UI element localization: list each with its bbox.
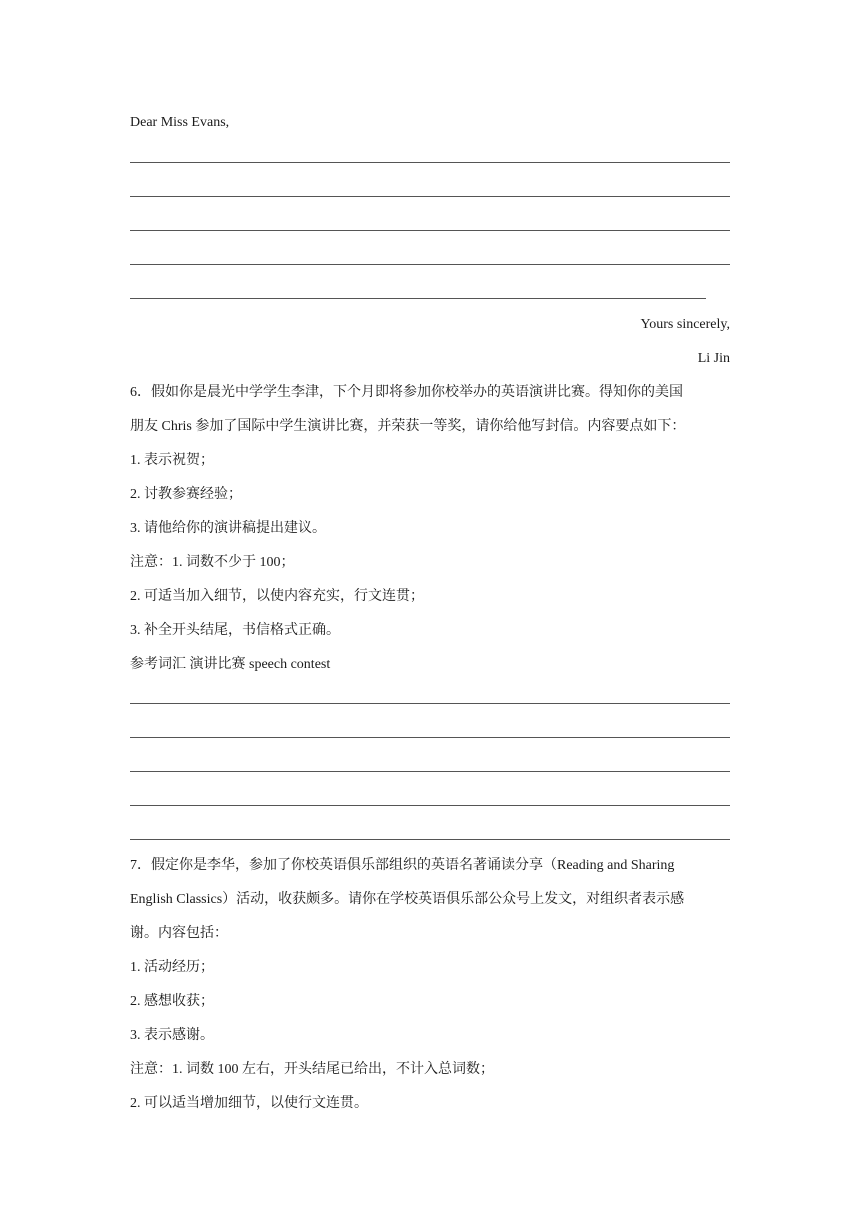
q6-point: 3. 请他给你的演讲稿提出建议。 <box>130 521 326 536</box>
q6-point: 1. 表示祝贺； <box>130 453 214 468</box>
worksheet-page <box>130 0 730 1216</box>
q7-point: 2. 感想收获； <box>130 994 214 1009</box>
q7-prompt-line-2: English Classics）活动，收获颇多。请你在学校英语俱乐部公众号上发文，对组织者表示感 <box>130 892 685 907</box>
answer-line <box>130 737 730 738</box>
q6-point: 2. 讨教参赛经验； <box>130 487 242 502</box>
q6-vocab: 参考词汇 演讲比赛 speech contest <box>130 657 331 672</box>
q6-note: 2. 可适当加入细节，以使内容充实，行文连贯； <box>130 589 424 604</box>
q7-note: 2. 可以适当增加细节，以使行文连贯。 <box>130 1096 368 1111</box>
q7-point: 3. 表示感谢。 <box>130 1028 214 1043</box>
letter-greeting: Dear Miss Evans, <box>130 115 230 130</box>
answer-line <box>130 264 730 265</box>
q7-note: 注意：1. 词数 100 左右，开头结尾已给出，不计入总词数； <box>130 1062 494 1077</box>
answer-line <box>130 162 730 163</box>
answer-line <box>130 703 730 704</box>
q7-prompt-line-1: 7．假定你是李华，参加了你校英语俱乐部组织的英语名著诵读分享（Reading and Sharing <box>130 858 675 873</box>
answer-line <box>130 230 730 231</box>
q6-prompt-line-2: 朋友 Chris 参加了国际中学生演讲比赛，并荣获一等奖，请你给他写封信。内容要点如下： <box>130 419 686 434</box>
q7-point: 1. 活动经历； <box>130 960 214 975</box>
letter-signature: Li Jin <box>697 351 730 366</box>
answer-line <box>130 298 706 299</box>
answer-line <box>130 839 730 840</box>
answer-line <box>130 771 730 772</box>
answer-line <box>130 805 730 806</box>
q6-note: 注意：1. 词数不少于 100； <box>130 555 295 570</box>
answer-line <box>130 196 730 197</box>
q6-note: 3. 补全开头结尾，书信格式正确。 <box>130 623 340 638</box>
q6-prompt-line-1: 6．假如你是晨光中学学生李津，下个月即将参加你校举办的英语演讲比赛。得知你的美国 <box>130 385 683 400</box>
q7-prompt-line-3: 谢。内容包括： <box>130 926 228 941</box>
letter-closing: Yours sincerely, <box>640 317 730 332</box>
